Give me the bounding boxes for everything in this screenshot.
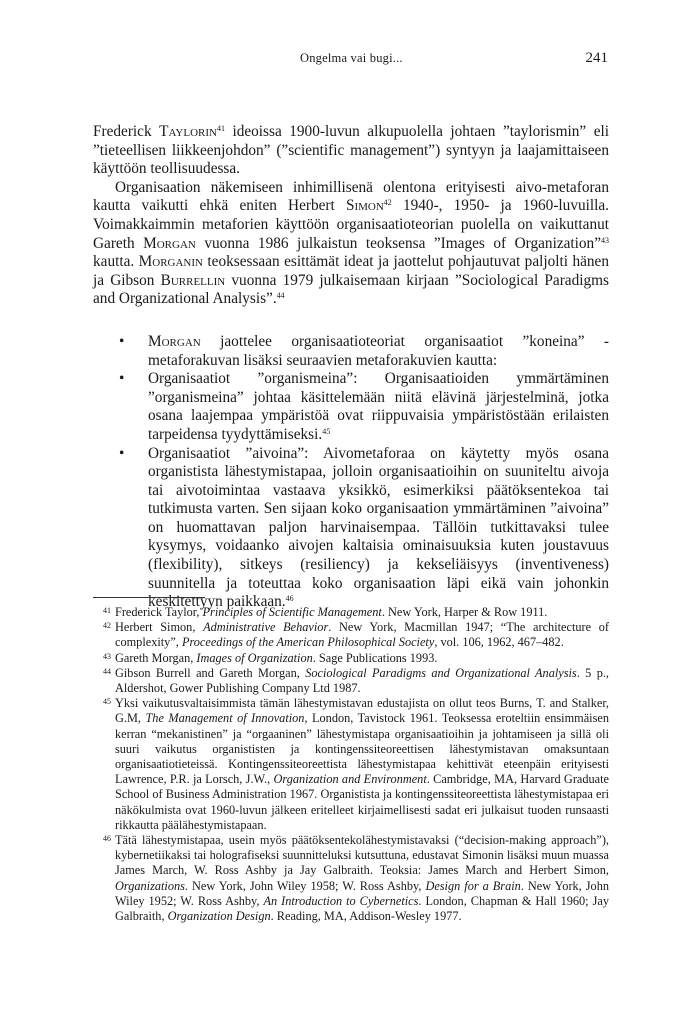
text-run: Gareth Morgan, (115, 650, 197, 665)
bullet-mark: • (119, 332, 125, 350)
footnote-number: 42 (103, 621, 111, 631)
footnote-number: 46 (103, 834, 111, 844)
text-run: Frederick (93, 123, 160, 140)
list-item (93, 445, 609, 612)
bullet-mark: • (119, 444, 125, 462)
text-run: . New York, John Wiley 1952; W. Ross Ashby, (115, 878, 609, 908)
author-name: Simon (345, 197, 384, 215)
journal-title: Proceedings of the American Philosophical Society (181, 635, 435, 650)
book-title: Administrative Behavior (203, 620, 329, 635)
text-run: teoksessaan esittämät ideat ja jaottelut pohjautuvat paljolti hänen ja Gibson (93, 253, 609, 289)
bullet-list (93, 333, 609, 612)
text-run: Organisaation näkemiseen inhimillisenä olentona erityisesti aivo-metaforan kautta vaikutti ehkä eniten Herbert (93, 178, 609, 215)
footnote-45 (93, 696, 609, 833)
list-item (93, 333, 609, 370)
paragraph-2 (93, 179, 609, 309)
text-run: , London, Tavistock 1961. Teoksessa eroteltiin ensimmäisen kerran “mekanistinen” ja “orgaaninen” lähestymistapa organisaatioihin ja johtamiseen ja sillä oli suuri vaikutus organististen ja kontingenssiteoreettisen lähestymistavan omaksuntaan organisaatiotieteissä. Kontingenssiteoreettista lähestymistapaa kehittivät eteenpäin erityisesti Lawrence, P.R. ja Lorsch, J.W., (115, 711, 609, 787)
paragraph-1 (93, 123, 609, 179)
text-run: vuonna 1986 julkaistun teoksensa ”Images of Organization” (195, 234, 601, 252)
footnote-42 (93, 620, 609, 650)
book-title: Design for a Brain (425, 878, 521, 893)
running-header-title: Ongelma vai bugi... (300, 51, 403, 65)
text-run: Gibson Burrell and Gareth Morgan, (115, 665, 306, 680)
author-name: Morgan (148, 332, 201, 350)
text-run: . 5 p., Aldershot, Gower Publishing Company Ltd 1987. (115, 665, 609, 696)
bullet-mark: • (119, 370, 125, 388)
text-run: . Sage Publications 1993. (312, 650, 438, 665)
text-run: , vol. 106, 1962, 467–482. (434, 635, 564, 650)
text-run: Tätä lähestymistapaa, usein myös päätöksentekolähestymistavaksi (“decision-making approach”), kybernetiikaksi tai holografiseksi suunnitteluksi kutsuttuna, edustavat Simonin lisäksi muun muassa James March, W. Ross Ashby ja Jay Galbraith. Teoksia: James March and Herbert Simon, (115, 833, 609, 878)
author-name: Morgan (143, 234, 196, 252)
book-title: Organization and Environment (273, 772, 427, 787)
text-run: Yksi vaikutusvaltaisimmista tämän lähestymistavan edustajista on ollut teos Burns, T. and Stalker, G.M, (115, 696, 609, 726)
footnote-number: 45 (103, 697, 111, 707)
list-item (93, 370, 609, 444)
text-run: Herbert Simon, (115, 620, 204, 635)
running-header (0, 50, 700, 70)
footnote-ref: 46 (285, 594, 294, 604)
text-run: . London, Chapman & Hall 1960; Jay Galbraith, (115, 893, 609, 924)
footnote-ref: 45 (322, 426, 331, 436)
book-title: Images of Organization (196, 650, 313, 665)
text-run: . New York, Macmillan 1947; “The architecture of complexity”, (115, 620, 609, 650)
author-name: Taylorin (159, 123, 217, 140)
footnote-ref: 43 (600, 235, 609, 245)
text-run: vuonna 1979 julkaisemaan kirjaan ”Sociological Paradigms and Organizational Analysis”. (93, 271, 609, 308)
footnote-44 (93, 666, 609, 696)
text-run: 1940-, 1950- ja 1960-luvuilla. Voimakkaimmin metaforien käyttöön organisaatioteorian puolella on vaikuttanut Gareth (93, 197, 609, 252)
author-name: Morganin (138, 253, 203, 271)
footnote-separator (93, 597, 205, 598)
book-title: Sociological Paradigms and Organizational Analysis (305, 665, 577, 680)
list-item-text: jaottelee organisaatioteoriat organisaatiot ”koneina” -metaforakuvan lisäksi seuraavien metaforakuvien kautta: (148, 332, 609, 369)
body-text (93, 123, 609, 612)
footnote-46 (93, 833, 609, 924)
footnote-number: 44 (103, 666, 111, 676)
footnote-number: 43 (103, 651, 111, 661)
footnote-ref: 41 (216, 124, 225, 133)
footnote-ref: 44 (276, 291, 285, 301)
book-title: Principles of Scientific Management (202, 605, 382, 619)
book-title: The Management of Innovation (145, 711, 305, 726)
text-run: . New York, Harper & Row 1911. (381, 605, 548, 619)
footnotes (93, 605, 609, 924)
author-name: Burrellin (160, 271, 226, 289)
footnote-number: 41 (103, 606, 111, 615)
text-run: ideoissa 1900-luvun alkupuolella johtaen ”taylorismin” eli ”tieteellisen liikkeenjohdon” (”scientific management”) syntyyn ja laajamittaiseen käyttöön teollisuudessa. (93, 123, 609, 178)
text-run: . Cambridge, MA, Harvard Graduate School of Business Administration 1967. Organistista ja kontingenssiteoreettista lähestymistapaa eri näkökulmista ovat 1960-luvun jälkeen eritelleet kirjaimellisesti sadat eri julkaisut tuoden runsaasti rikkautta päälähestymistapaan. (115, 772, 609, 832)
list-item-text: Organisaatiot ”aivoina”: Aivometaforaa on käytetty myös osana organistista lähestymistapaa, jolloin organisaatioihin on suuniteltu aivoja tai aivotoimintaa vastaava yksikkö, esimerkiksi päätöksentekoa tai tutkimusta varten. Sen sijaan koko organisaation ymmärtäminen ”aivoina” on huomattavan paljon harvinaisempaa. Tällöin tutkittavaksi tulee kysymys, voidaanko aivojen kaltaisia ominaisuuksia kuten joustavuus (flexibility), sitkeys (resiliency) ja kekseliäisyys (inventiveness) suunnitella ja toteuttaa koko organisaation läpi eikä vain johonkin keskitettyyn paikkaan. (148, 444, 609, 611)
text-run: . Reading, MA, Addison-Wesley 1977. (270, 909, 462, 924)
text-run: Frederick Taylor, (115, 605, 203, 619)
text-run: . New York, John Wiley 1958; W. Ross Ashby, (184, 878, 426, 893)
footnote-ref: 42 (383, 198, 392, 208)
page-number: 241 (585, 50, 608, 66)
book-title: Organization Design (167, 909, 271, 924)
footnote-41 (93, 605, 609, 620)
book-title: An Introduction to Cybernetics (263, 893, 419, 908)
book-title: Organizations (115, 878, 185, 893)
list-item-text: Organisaatiot ”organismeina”: Organisaatioiden ymmärtäminen ”organismeina” johtaa käsittelemään niitä elävinä järjestelminä, jotka osana laajempaa ympäristöä ovat riippuvaisia ympäristöstään erilaisten tarpeidensa tyydyttämiseksi. (148, 370, 609, 443)
footnote-43 (93, 651, 609, 666)
text-run: kautta. (93, 253, 139, 271)
